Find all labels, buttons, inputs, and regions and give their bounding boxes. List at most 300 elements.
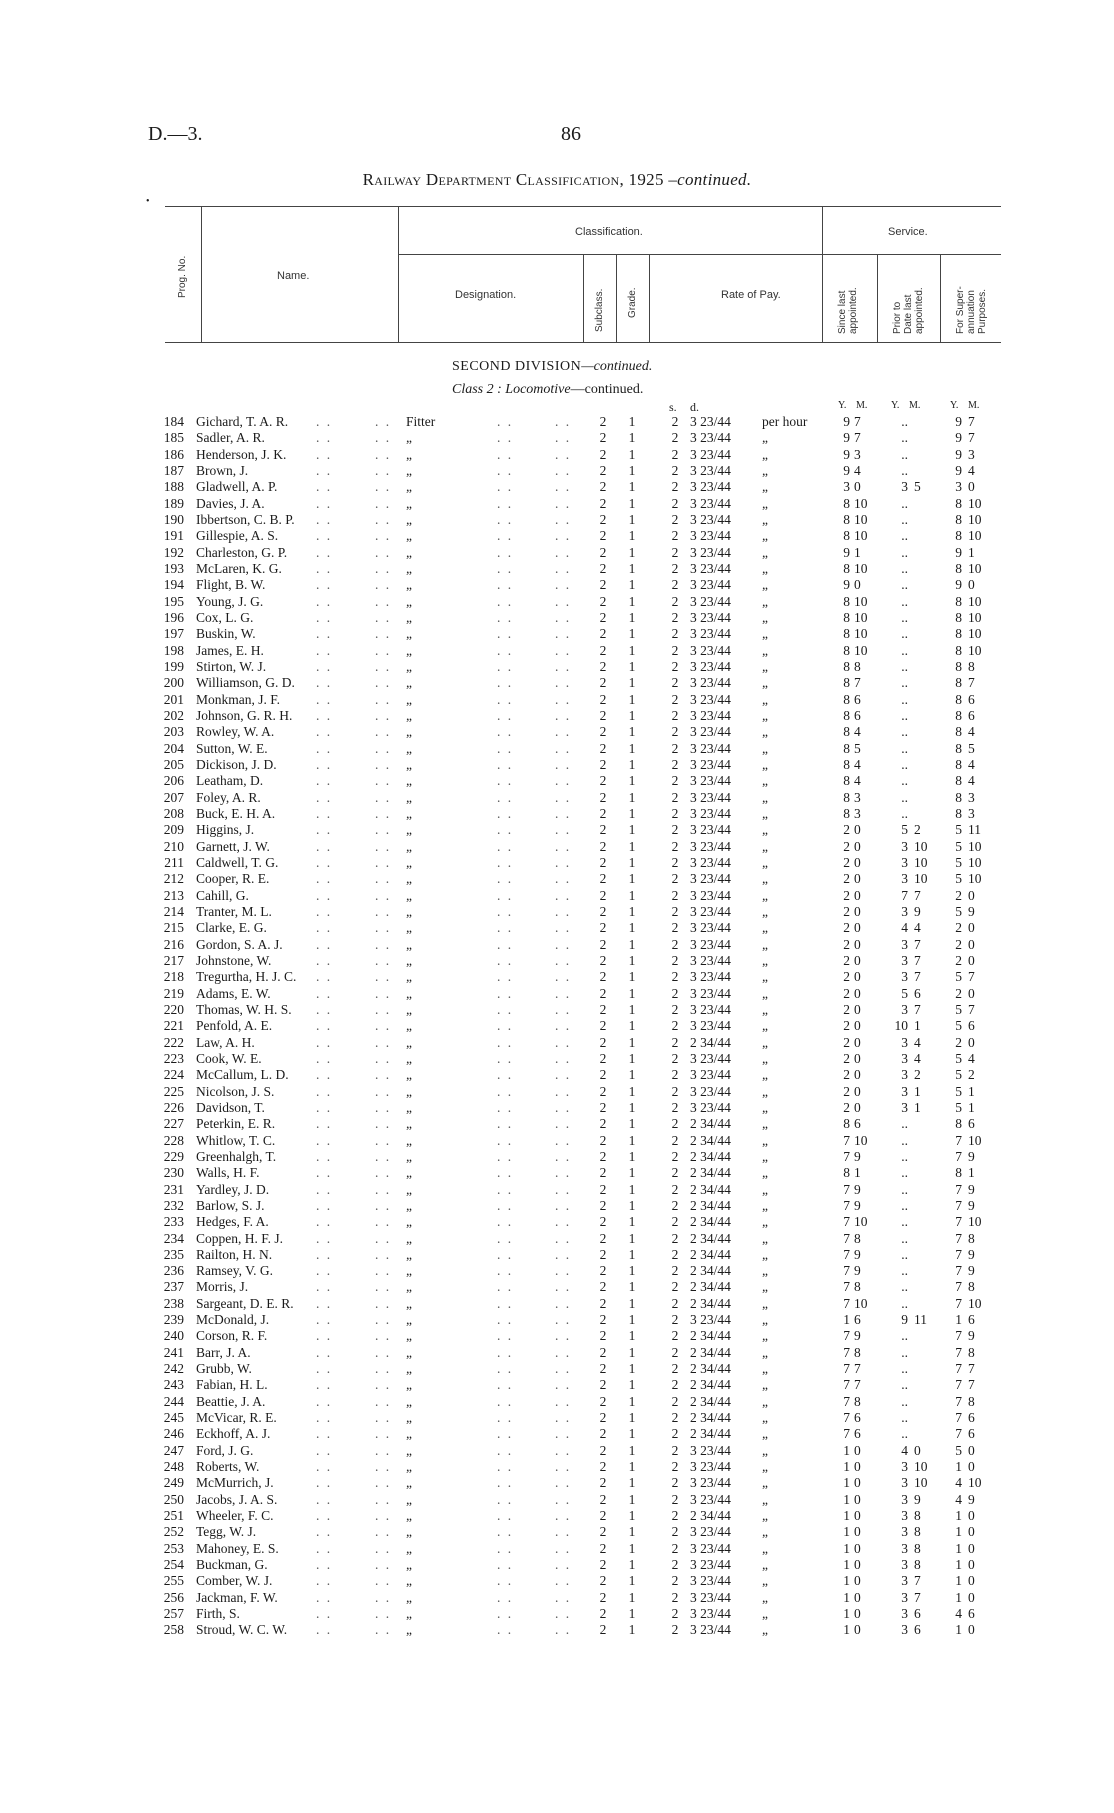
since-years: 7 xyxy=(843,1263,850,1279)
leader-dots: . . xyxy=(316,544,333,560)
pay-period: „ xyxy=(762,1361,768,1377)
table-row xyxy=(0,969,1114,985)
grade: 1 xyxy=(628,920,636,936)
leader-dots: . . xyxy=(316,838,333,854)
pay-period: „ xyxy=(762,544,768,560)
employee-name: Williamson, G. D. xyxy=(196,675,295,691)
employee-name: Henderson, J. K. xyxy=(196,446,287,462)
leader-dots: . . xyxy=(316,1099,333,1115)
grade: 1 xyxy=(628,903,636,919)
grade: 1 xyxy=(628,1034,636,1050)
since-months: 0 xyxy=(854,1067,861,1083)
pay-shillings: 2 xyxy=(671,1165,679,1181)
leader-dots: . . xyxy=(375,756,392,772)
leader-dots: . . xyxy=(555,1328,572,1344)
table-row xyxy=(0,1182,1114,1198)
subclass: 2 xyxy=(599,528,607,544)
subclass: 2 xyxy=(599,544,607,560)
leader-dots: . . xyxy=(497,854,514,870)
table-row xyxy=(0,888,1114,904)
leader-dots: . . xyxy=(555,1377,572,1393)
since-months: 0 xyxy=(854,936,861,952)
since-months: 0 xyxy=(854,1606,861,1622)
leader-dots: . . xyxy=(316,789,333,805)
designation: „ xyxy=(406,1132,412,1148)
since-months: 1 xyxy=(854,1165,861,1181)
pay-shillings: 2 xyxy=(671,1491,679,1507)
leader-dots: . . xyxy=(497,626,514,642)
subclass: 2 xyxy=(599,1263,607,1279)
leader-dots: . . xyxy=(497,1540,514,1556)
leader-dots: . . xyxy=(375,1475,392,1491)
leader-dots: . . xyxy=(375,724,392,740)
prior-years: 3 xyxy=(901,479,908,495)
leader-dots: . . xyxy=(555,854,572,870)
leader-dots: . . xyxy=(375,871,392,887)
super-years: 5 xyxy=(955,969,962,985)
leader-dots: . . xyxy=(375,1524,392,1540)
prior-years: .. xyxy=(901,1410,908,1426)
leader-dots: . . xyxy=(316,1312,333,1328)
pay-pence: 3 23/44 xyxy=(690,430,731,446)
leader-dots: . . xyxy=(555,577,572,593)
prog-no: 244 xyxy=(163,1393,184,1409)
super-years: 1 xyxy=(955,1589,962,1605)
super-months: 11 xyxy=(968,822,981,838)
prog-no: 235 xyxy=(163,1246,184,1262)
table-row xyxy=(0,1165,1114,1181)
pay-shillings: 2 xyxy=(671,1557,679,1573)
leader-dots: . . xyxy=(375,414,392,429)
since-years: 9 xyxy=(843,446,850,462)
since-years: 2 xyxy=(843,871,850,887)
leader-dots: . . xyxy=(555,1442,572,1458)
subclass: 2 xyxy=(599,658,607,674)
super-years: 1 xyxy=(955,1508,962,1524)
super-months: 10 xyxy=(968,1214,982,1230)
pay-pence: 2 34/44 xyxy=(690,1230,731,1246)
since-months: 0 xyxy=(854,1099,861,1115)
pay-period: „ xyxy=(762,1067,768,1083)
prog-no: 216 xyxy=(163,936,184,952)
pay-period: „ xyxy=(762,1606,768,1622)
employee-name: Flight, B. W. xyxy=(196,577,266,593)
pay-shillings: 2 xyxy=(671,1442,679,1458)
employee-name: Dickison, J. D. xyxy=(196,756,277,772)
prog-no: 221 xyxy=(163,1018,184,1034)
leader-dots: . . xyxy=(497,1410,514,1426)
grade: 1 xyxy=(628,1377,636,1393)
pay-period: „ xyxy=(762,528,768,544)
prior-years: 3 xyxy=(901,854,908,870)
employee-name: Gordon, S. A. J. xyxy=(196,936,283,952)
prior-years: 3 xyxy=(901,1034,908,1050)
employee-name: Peterkin, E. R. xyxy=(196,1116,276,1132)
header-for-superannuation: For Super- annuation Purposes. xyxy=(955,286,988,334)
pay-period: per hour xyxy=(762,414,808,429)
since-months: 0 xyxy=(854,1622,861,1638)
super-months: 3 xyxy=(968,805,975,821)
leader-dots: . . xyxy=(316,528,333,544)
pay-pence: 2 34/44 xyxy=(690,1426,731,1442)
leader-dots: . . xyxy=(497,1344,514,1360)
leader-dots: . . xyxy=(555,1573,572,1589)
employee-name: Leatham, D. xyxy=(196,773,264,789)
prior-years: 3 xyxy=(901,1606,908,1622)
leader-dots: . . xyxy=(555,560,572,576)
designation: „ xyxy=(406,1622,412,1638)
pay-pence: 3 23/44 xyxy=(690,952,731,968)
pay-shillings: 2 xyxy=(671,1540,679,1556)
since-months: 10 xyxy=(854,1295,868,1311)
prior-years: .. xyxy=(901,560,908,576)
pay-period: „ xyxy=(762,789,768,805)
pay-pence: 3 23/44 xyxy=(690,1622,731,1638)
employee-name: Barr, J. A. xyxy=(196,1344,251,1360)
leader-dots: . . xyxy=(497,1573,514,1589)
leader-dots: . . xyxy=(555,756,572,772)
leader-dots: . . xyxy=(497,756,514,772)
leader-dots: . . xyxy=(555,462,572,478)
super-years: 7 xyxy=(955,1263,962,1279)
prog-no: 255 xyxy=(163,1573,184,1589)
designation: „ xyxy=(406,1263,412,1279)
leader-dots: . . xyxy=(497,1214,514,1230)
leader-dots: . . xyxy=(375,1197,392,1213)
since-months: 8 xyxy=(854,1279,861,1295)
designation: „ xyxy=(406,1050,412,1066)
since-years: 7 xyxy=(843,1132,850,1148)
pay-pence: 2 34/44 xyxy=(690,1214,731,1230)
leader-dots: . . xyxy=(375,1361,392,1377)
table-row xyxy=(0,463,1114,479)
since-months: 8 xyxy=(854,1344,861,1360)
since-months: 10 xyxy=(854,593,868,609)
leader-dots: . . xyxy=(497,1263,514,1279)
unit-years-prior: Y. xyxy=(891,400,900,411)
since-years: 7 xyxy=(843,1377,850,1393)
since-years: 8 xyxy=(843,740,850,756)
leader-dots: . . xyxy=(497,805,514,821)
leader-dots: . . xyxy=(316,920,333,936)
leader-dots: . . xyxy=(375,1377,392,1393)
grade: 1 xyxy=(628,740,636,756)
table-row xyxy=(0,643,1114,659)
super-months: 9 xyxy=(968,1197,975,1213)
leader-dots: . . xyxy=(316,1230,333,1246)
pay-shillings: 2 xyxy=(671,1361,679,1377)
since-years: 8 xyxy=(843,773,850,789)
super-months: 8 xyxy=(968,1393,975,1409)
leader-dots: . . xyxy=(497,1328,514,1344)
super-months: 10 xyxy=(968,593,982,609)
since-years: 8 xyxy=(843,626,850,642)
since-years: 8 xyxy=(843,609,850,625)
prog-no: 232 xyxy=(163,1197,184,1213)
prog-no: 228 xyxy=(163,1132,184,1148)
pay-pence: 2 34/44 xyxy=(690,1393,731,1409)
prior-months: 10 xyxy=(914,838,928,854)
leader-dots: . . xyxy=(555,609,572,625)
pay-pence: 3 23/44 xyxy=(690,822,731,838)
leader-dots: . . xyxy=(375,609,392,625)
pay-pence: 3 23/44 xyxy=(690,1099,731,1115)
since-months: 0 xyxy=(854,969,861,985)
leader-dots: . . xyxy=(375,1263,392,1279)
since-years: 2 xyxy=(843,920,850,936)
pay-shillings: 2 xyxy=(671,462,679,478)
since-years: 7 xyxy=(843,1279,850,1295)
leader-dots: . . xyxy=(375,1328,392,1344)
prior-years: .. xyxy=(901,593,908,609)
table-row xyxy=(0,545,1114,561)
grade: 1 xyxy=(628,609,636,625)
prog-no: 198 xyxy=(163,642,184,658)
pay-shillings: 2 xyxy=(671,446,679,462)
grade: 1 xyxy=(628,1165,636,1181)
since-years: 1 xyxy=(843,1606,850,1622)
designation: „ xyxy=(406,887,412,903)
leader-dots: . . xyxy=(497,691,514,707)
subclass: 2 xyxy=(599,1524,607,1540)
subclass: 2 xyxy=(599,1001,607,1017)
since-months: 9 xyxy=(854,1328,861,1344)
leader-dots: . . xyxy=(375,560,392,576)
pay-pence: 3 23/44 xyxy=(690,1001,731,1017)
designation: „ xyxy=(406,854,412,870)
super-months: 0 xyxy=(968,479,975,495)
leader-dots: . . xyxy=(316,430,333,446)
leader-dots: . . xyxy=(555,1263,572,1279)
leader-dots: . . xyxy=(316,1295,333,1311)
leader-dots: . . xyxy=(375,495,392,511)
leader-dots: . . xyxy=(375,1442,392,1458)
leader-dots: . . xyxy=(375,642,392,658)
prog-no: 239 xyxy=(163,1312,184,1328)
pay-pence: 3 23/44 xyxy=(690,414,731,429)
prog-no: 186 xyxy=(163,446,184,462)
subclass: 2 xyxy=(599,1393,607,1409)
table-row xyxy=(0,1296,1114,1312)
leader-dots: . . xyxy=(555,1361,572,1377)
leader-dots: . . xyxy=(555,1295,572,1311)
since-years: 1 xyxy=(843,1475,850,1491)
leader-dots: . . xyxy=(555,871,572,887)
pay-period: „ xyxy=(762,1083,768,1099)
since-months: 6 xyxy=(854,1116,861,1132)
pay-pence: 3 23/44 xyxy=(690,511,731,527)
since-months: 0 xyxy=(854,903,861,919)
leader-dots: . . xyxy=(555,1606,572,1622)
leader-dots: . . xyxy=(375,1410,392,1426)
pay-shillings: 2 xyxy=(671,822,679,838)
grade: 1 xyxy=(628,1361,636,1377)
super-years: 9 xyxy=(955,414,962,429)
leader-dots: . . xyxy=(555,1426,572,1442)
leader-dots: . . xyxy=(375,1083,392,1099)
pay-shillings: 2 xyxy=(671,511,679,527)
pay-pence: 3 23/44 xyxy=(690,1606,731,1622)
leader-dots: . . xyxy=(375,920,392,936)
prog-no: 240 xyxy=(163,1328,184,1344)
employee-name: Ibbertson, C. B. P. xyxy=(196,511,295,527)
divider-classification-service xyxy=(822,206,823,343)
since-months: 0 xyxy=(854,952,861,968)
leader-dots: . . xyxy=(375,1589,392,1605)
super-years: 9 xyxy=(955,430,962,446)
leader-dots: . . xyxy=(316,1573,333,1589)
subclass: 2 xyxy=(599,952,607,968)
grade: 1 xyxy=(628,1328,636,1344)
leader-dots: . . xyxy=(497,838,514,854)
since-years: 7 xyxy=(843,1246,850,1262)
leader-dots: . . xyxy=(497,1279,514,1295)
prior-years: .. xyxy=(901,1393,908,1409)
leader-dots: . . xyxy=(375,1067,392,1083)
prog-no: 245 xyxy=(163,1410,184,1426)
employee-name: Davidson, T. xyxy=(196,1099,265,1115)
prior-months: 10 xyxy=(914,1475,928,1491)
grade: 1 xyxy=(628,1312,636,1328)
employee-name: Charleston, G. P. xyxy=(196,544,288,560)
prior-years: 3 xyxy=(901,1001,908,1017)
leader-dots: . . xyxy=(555,511,572,527)
subclass: 2 xyxy=(599,1116,607,1132)
prior-years: 3 xyxy=(901,1459,908,1475)
grade: 1 xyxy=(628,756,636,772)
leader-dots: . . xyxy=(375,1165,392,1181)
leader-dots: . . xyxy=(316,936,333,952)
pay-pence: 3 23/44 xyxy=(690,691,731,707)
leader-dots: . . xyxy=(555,1410,572,1426)
pay-period: „ xyxy=(762,446,768,462)
pay-pence: 3 23/44 xyxy=(690,1524,731,1540)
designation: „ xyxy=(406,1099,412,1115)
since-years: 1 xyxy=(843,1508,850,1524)
super-months: 8 xyxy=(968,1279,975,1295)
table-row xyxy=(0,1541,1114,1557)
page-title-main: Railway Department Classification, 1925 xyxy=(362,170,664,189)
since-years: 2 xyxy=(843,952,850,968)
prior-years: 3 xyxy=(901,1475,908,1491)
super-years: 7 xyxy=(955,1377,962,1393)
leader-dots: . . xyxy=(316,805,333,821)
prior-years: .. xyxy=(901,446,908,462)
pay-period: „ xyxy=(762,462,768,478)
pay-shillings: 2 xyxy=(671,871,679,887)
leader-dots: . . xyxy=(497,903,514,919)
leader-dots: . . xyxy=(375,1050,392,1066)
leader-dots: . . xyxy=(375,1557,392,1573)
leader-dots: . . xyxy=(316,1589,333,1605)
leader-dots: . . xyxy=(316,871,333,887)
super-months: 4 xyxy=(968,462,975,478)
prog-no: 243 xyxy=(163,1377,184,1393)
prog-no: 211 xyxy=(164,854,184,870)
employee-name: Cox, L. G. xyxy=(196,609,254,625)
since-months: 6 xyxy=(854,1312,861,1328)
grade: 1 xyxy=(628,805,636,821)
leader-dots: . . xyxy=(497,1508,514,1524)
leader-dots: . . xyxy=(497,528,514,544)
prior-years: 3 xyxy=(901,1540,908,1556)
header-prog-no: Prog. No. xyxy=(177,255,188,298)
since-months: 9 xyxy=(854,1197,861,1213)
grade: 1 xyxy=(628,1181,636,1197)
grade: 1 xyxy=(628,1001,636,1017)
designation: „ xyxy=(406,1540,412,1556)
prior-months: 1 xyxy=(914,1099,921,1115)
leader-dots: . . xyxy=(497,414,514,429)
grade: 1 xyxy=(628,707,636,723)
grade: 1 xyxy=(628,414,636,429)
pay-period: „ xyxy=(762,479,768,495)
leader-dots: . . xyxy=(497,1557,514,1573)
leader-dots: . . xyxy=(375,1491,392,1507)
table-row xyxy=(0,953,1114,969)
grade: 1 xyxy=(628,1067,636,1083)
pay-period: „ xyxy=(762,1442,768,1458)
designation: „ xyxy=(406,1573,412,1589)
leader-dots: . . xyxy=(497,952,514,968)
pay-pence: 3 23/44 xyxy=(690,462,731,478)
super-months: 9 xyxy=(968,1263,975,1279)
employee-name: Walls, H. F. xyxy=(196,1165,260,1181)
pay-period: „ xyxy=(762,1410,768,1426)
since-years: 2 xyxy=(843,854,850,870)
leader-dots: . . xyxy=(375,1018,392,1034)
pay-pence: 3 23/44 xyxy=(690,1491,731,1507)
pay-pence: 3 23/44 xyxy=(690,577,731,593)
since-years: 1 xyxy=(843,1524,850,1540)
table-row xyxy=(0,1410,1114,1426)
super-months: 0 xyxy=(968,952,975,968)
leader-dots: . . xyxy=(316,985,333,1001)
pay-pence: 3 23/44 xyxy=(690,1442,731,1458)
designation: „ xyxy=(406,479,412,495)
pay-pence: 3 23/44 xyxy=(690,805,731,821)
leader-dots: . . xyxy=(316,1148,333,1164)
leader-dots: . . xyxy=(316,675,333,691)
super-years: 8 xyxy=(955,789,962,805)
since-months: 10 xyxy=(854,495,868,511)
leader-dots: . . xyxy=(497,593,514,609)
subclass: 2 xyxy=(599,1508,607,1524)
subclass: 2 xyxy=(599,920,607,936)
super-months: 6 xyxy=(968,1410,975,1426)
designation: „ xyxy=(406,1524,412,1540)
super-years: 7 xyxy=(955,1426,962,1442)
header-rate-of-pay: Rate of Pay. xyxy=(721,289,781,301)
prior-months: 7 xyxy=(914,969,921,985)
pay-shillings: 2 xyxy=(671,1083,679,1099)
pay-shillings: 2 xyxy=(671,544,679,560)
since-years: 8 xyxy=(843,560,850,576)
table-row xyxy=(0,1231,1114,1247)
leader-dots: . . xyxy=(497,495,514,511)
prog-no: 188 xyxy=(163,479,184,495)
prog-no: 226 xyxy=(163,1099,184,1115)
pay-period: „ xyxy=(762,1393,768,1409)
super-months: 4 xyxy=(968,724,975,740)
pay-period: „ xyxy=(762,658,768,674)
pay-pence: 3 23/44 xyxy=(690,1050,731,1066)
employee-name: Eckhoff, A. J. xyxy=(196,1426,271,1442)
pay-period: „ xyxy=(762,707,768,723)
unit-months-since: M. xyxy=(856,400,868,411)
prog-no: 187 xyxy=(163,462,184,478)
super-months: 1 xyxy=(968,1099,975,1115)
